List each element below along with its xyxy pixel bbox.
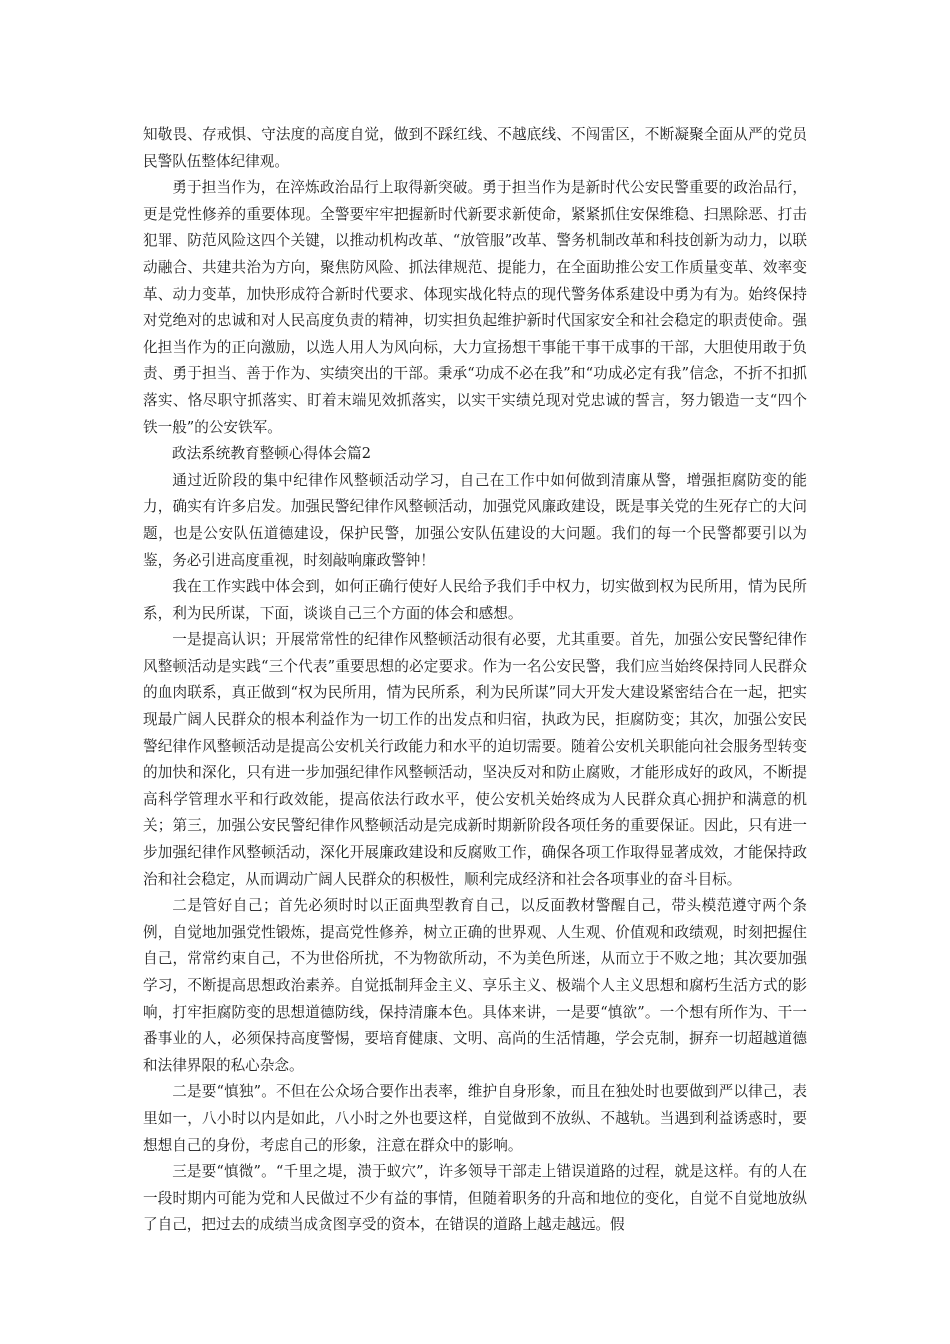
paragraph-point-two: 二是管好自己；首先必须时时以正面典型教育自己，以反面教材警醒自己，带头模范遵守两个条例，自觉地加强党性锻炼，提高党性修养，树立正确的世界观、人生观、价值观和政绩观，时刻把握住自己，常常约束自己，不为世俗所扰，不为物欲所动，不为美色所迷，从而立于不败之地；其次要加强学习，不断提高思想政治素养。自觉抵制拜金主义、享乐主义、极端个人主义思想和腐朽生活方式的影响，打牢拒腐防变的思想道德防线，保持清廉本色。具体来讲，一是要“慎欲”。一个想有所作为、干一番事业的人，必须保持高度警惕，要培育健康、文明、高尚的生活情趣，学会克制，摒弃一切超越道德和法律界限的私心杂念。 xyxy=(143,897,807,1074)
paragraph-courage-responsibility: 勇于担当作为，在淬炼政治品行上取得新突破。勇于担当作为是新时代公安民警重要的政治品行，更是党性修养的重要体现。全警要牢牢把握新时代新要求新使命，紧紧抓住安保维稳、扫黑除恶、打击犯罪、防范风险这四个关键，以推动机构改革、“放管服”改革、警务机制改革和科技创新为动力，以联动融合、共建共治为方向，聚焦防风险、抓法律规范、提能力，在全面助推公安工作质量变革、效率变革、动力变革，加快形成符合新时代要求、体现实战化特点的现代警务体系建设中勇为有为。始终保持对党绝对的忠诚和对人民高度负责的精神，切实担负起维护新时代国家安全和社会稳定的职责使命。强化担当作为的正向激励，以选人用人为风向标，大力宣扬想干事能干事干成事的干部，大胆使用敢于负责、勇于担当、善于作为、实绩突出的干部。秉承“功成不必在我”和“功成必定有我”信念，不折不扣抓落实、恪尽职守抓落实、盯着末端见效抓落实，以实干实绩兑现对党忠诚的誓言，努力锻造一支“四个铁一般”的公安铁军。 xyxy=(143,179,807,436)
paragraph-shendu: 二是要“慎独”。不但在公众场合要作出表率，维护自身形象，而且在独处时也要做到严以律己，表里如一，八小时以内是如此，八小时之外也要这样，自觉做到不放纵、不越轨。当遇到利益诱惑时，要想想自己的身份，考虑自己的形象，注意在群众中的影响。 xyxy=(143,1083,807,1154)
paragraph-point-one: 一是提高认识；开展常常性的纪律作风整顿活动很有必要，尤其重要。首先，加强公安民警纪律作风整顿活动是实践“三个代表”重要思想的必定要求。作为一名公安民警，我们应当始终保持同人民群众的血肉联系，真正做到“权为民所用，情为民所系，利为民所谋”同大开发大建设紧密结合在一起，把实现最广阔人民群众的根本利益作为一切工作的出发点和归宿，执政为民，拒腐防变；其次，加强公安民警纪律作风整顿活动是提高公安机关行政能力和水平的迫切需要。随着公安机关职能向社会服务型转变的加快和深化，只有进一步加强纪律作风整顿活动，坚决反对和防止腐败，才能形成好的政风，不断提高科学管理水平和行政效能，提高依法行政水平，使公安机关始终成为人民群众真心拥护和满意的机关；第三，加强公安民警纪律作风整顿活动是完成新时期新阶段各项任务的重要保证。因此，只有进一步加强纪律作风整顿活动，深化开展廉政建设和反腐败工作，确保各项工作取得显著成效，才能保持政治和社会稳定，从而调动广阔人民群众的积极性，顺利完成经济和社会各项事业的奋斗目标。 xyxy=(143,631,807,888)
paragraph-continued: 知敬畏、存戒惧、守法度的高度自觉，做到不踩红线、不越底线、不闯雷区，不断凝聚全面从严的党员民警队伍整体纪律观。 xyxy=(143,126,807,170)
paragraph-practice: 我在工作实践中体会到，如何正确行使好人民给予我们手中权力，切实做到权为民所用，情为民所系，利为民所谋，下面，谈谈自己三个方面的体会和感想。 xyxy=(143,578,807,622)
paragraph-intro: 通过近阶段的集中纪律作风整顿活动学习，自己在工作中如何做到清廉从警，增强拒腐防变的能力，确实有许多启发。加强民警纪律作风整顿活动，加强党风廉政建设，既是事关党的生死存亡的大问题，也是公安队伍道德建设，保护民警，加强公安队伍建设的大问题。我们的每一个民警都要引以为鉴，务必引进高度重视，时刻敲响廉政警钟！ xyxy=(143,471,807,569)
document-body xyxy=(143,122,807,1239)
paragraph-shenwei: 三是要“慎微”。“千里之堤，溃于蚁穴”，许多领导干部走上错误道路的过程，就是这样。有的人在一段时期内可能为党和人民做过不少有益的事情，但随着职务的升高和地位的变化，自觉不自觉地放纵了自己，把过去的成绩当成贪图享受的资本，在错误的道路上越走越远。假 xyxy=(143,1163,807,1234)
section-heading: 政法系统教育整顿心得体会篇2 xyxy=(172,445,372,463)
